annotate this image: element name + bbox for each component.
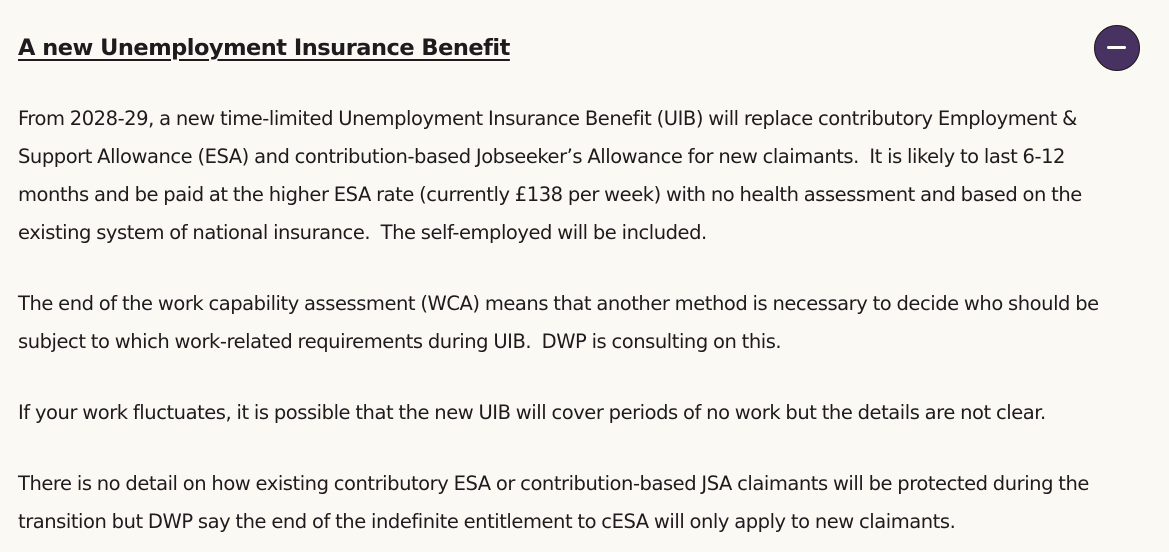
accordion-title[interactable]: A new Unemployment Insurance Benefit: [18, 35, 510, 61]
accordion-header[interactable]: [18, 28, 1133, 72]
paragraph-fluctuating-work: If your work fluctuates, it is possible that the new UIB will cover periods of no work but the details are not clear.: [18, 401, 1046, 424]
paragraph-wca: The end of the work capability assessment (WCA) means that another method is necessary to decide who should be subject to which work-related requirements during UIB. DWP is consulting on this.: [18, 292, 1104, 353]
paragraph-transition: There is no detail on how existing contributory ESA or contribution-based JSA claimants will be protected during the transition but DWP say the end of the indefinite entitlement to cESA will only apply to new claimants.: [18, 472, 1095, 533]
accordion-body: [18, 100, 1133, 541]
collapse-button[interactable]: [1094, 25, 1140, 71]
minus-icon: [1107, 46, 1126, 49]
paragraph-uib-overview: From 2028-29, a new time-limited Unemployment Insurance Benefit (UIB) will replace contributory Employment & Support Allowance (ESA) and contribution-based Jobseeker’s Allowance for new claimants. It is likely to last 6-12 months and be paid at the higher ESA rate (currently £138 per week) with no health assessment and based on the existing system of national insurance. The self-employed will be included.: [18, 107, 1088, 244]
